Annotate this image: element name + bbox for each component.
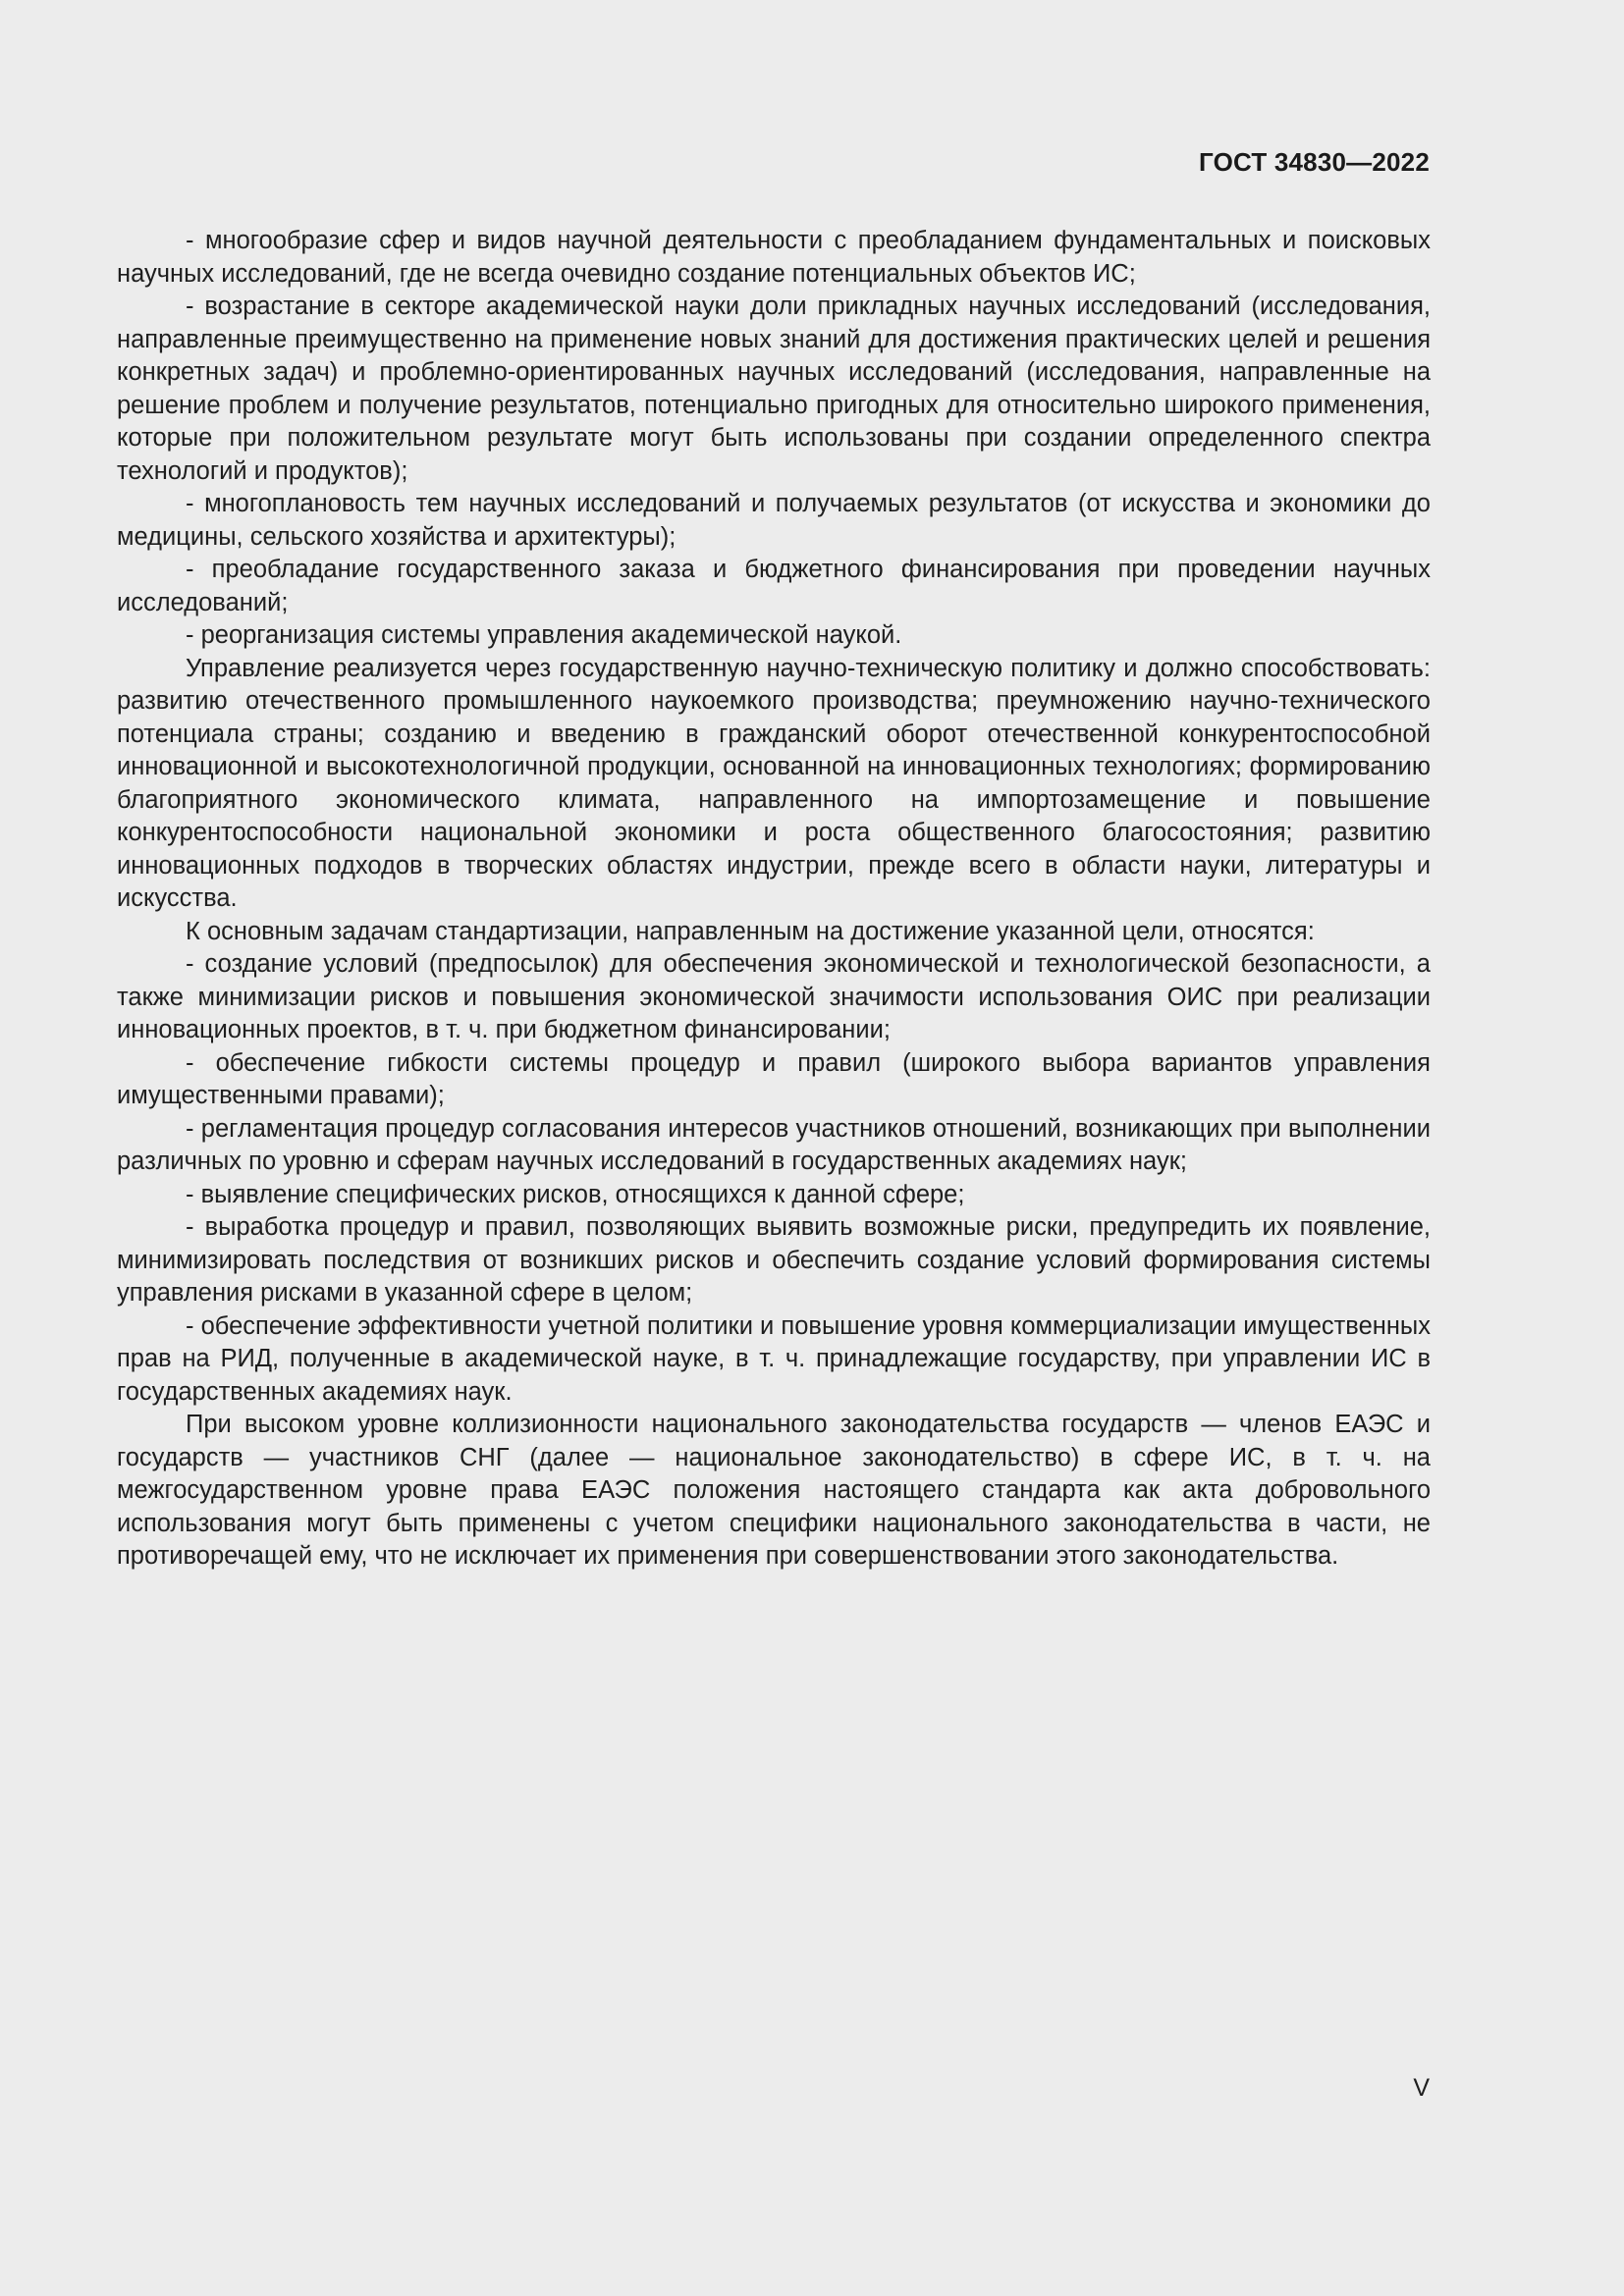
paragraph-2: - возрастание в секторе академической науки доли прикладных научных исследований (исследования, направленные преимущественно на применение новых знаний для достижения практических целей и решения конкретных задач) и проблемно-ориентированных научных исследований (исследования, направленные на решение проблем и получение результатов, потенциально пригодных для относительно широкого применения, которые при положительном результате могут быть использованы при создании определенного спектра технологий и продуктов);: [117, 293, 1431, 485]
paragraph-8: - создание условий (предпосылок) для обеспечения экономической и технологической безопасности, а также минимизации рисков и повышения экономической значимости использования ОИС при реализации инновационных проектов, в т. ч. при бюджетном финансировании;: [117, 950, 1431, 1043]
paragraph-13: - обеспечение эффективности учетной политики и повышение уровня коммерциализации имущественных прав на РИД, полученные в академической науке, в т. ч. принадлежащие государству, при управлении ИС в государственных академиях наук.: [117, 1311, 1431, 1406]
paragraph-1: - многообразие сфер и видов научной деятельности с преобладанием фундаментальных и поисковых научных исследований, где не всегда очевидно создание потенциальных объектов ИС;: [117, 227, 1431, 288]
paragraph-5: - реорганизация системы управления академической наукой.: [186, 621, 902, 649]
page-number: V: [1413, 2074, 1430, 2102]
paragraph-4: - преобладание государственного заказа и бюджетного финансирования при проведении научных исследований;: [117, 556, 1431, 616]
paragraph-11: - выявление специфических рисков, относящихся к данной сфере;: [186, 1180, 965, 1208]
paragraph-9: - обеспечение гибкости системы процедур и правил (широкого выбора вариантов управления имущественными правами);: [117, 1048, 1431, 1109]
paragraph-10: - регламентация процедур согласования интересов участников отношений, возникающих при выполнении различных по уровню и сферам научных исследований в государственных академиях наук;: [117, 1114, 1431, 1175]
paragraph-6: Управление реализуется через государственную научно-техническую политику и должно способствовать: развитию отечественного промышленного наукоемкого производства; преумножению научно-технического потенциала страны; созданию и введению в гражданский оборот отечественной конкурентоспособной инновационной и высокотехнологичной продукции, основанной на инновационных технологиях; формированию благоприятного экономического климата, направленного на импортозамещение и повышение конкурентоспособности национальной экономики и роста общественного благосостояния; развитию инновационных подходов в творческих областях индустрии, прежде всего в области науки, литературы и искусства.: [117, 654, 1431, 912]
paragraph-12: - выработка процедур и правил, позволяющих выявить возможные риски, предупредить их появление, минимизировать последствия от возникших рисков и обеспечить создание условий формирования системы управления рисками в указанной сфере в целом;: [117, 1213, 1431, 1307]
paragraph-7: К основным задачам стандартизации, направленным на достижение указанной цели, относятся:: [186, 917, 1315, 945]
paragraph-14: При высоком уровне коллизионности национального законодательства государств — членов ЕАЭС и государств — участников СНГ (далее — национальное законодательство) в сфере ИС, в т. ч. на межгосударственном уровне права ЕАЭС положения настоящего стандарта как акта добровольного использования могут быть применены с учетом специфики национального законодательства в части, не противоречащей ему, что не исключает их применения при совершенствовании этого законодательства.: [117, 1411, 1431, 1570]
paragraph-3: - многоплановость тем научных исследований и получаемых результатов (от искусства и экономики до медицины, сельского хозяйства и архитектуры);: [117, 490, 1431, 551]
document-body: [117, 225, 1431, 1574]
document-code-header: ГОСТ 34830—2022: [1199, 147, 1430, 177]
